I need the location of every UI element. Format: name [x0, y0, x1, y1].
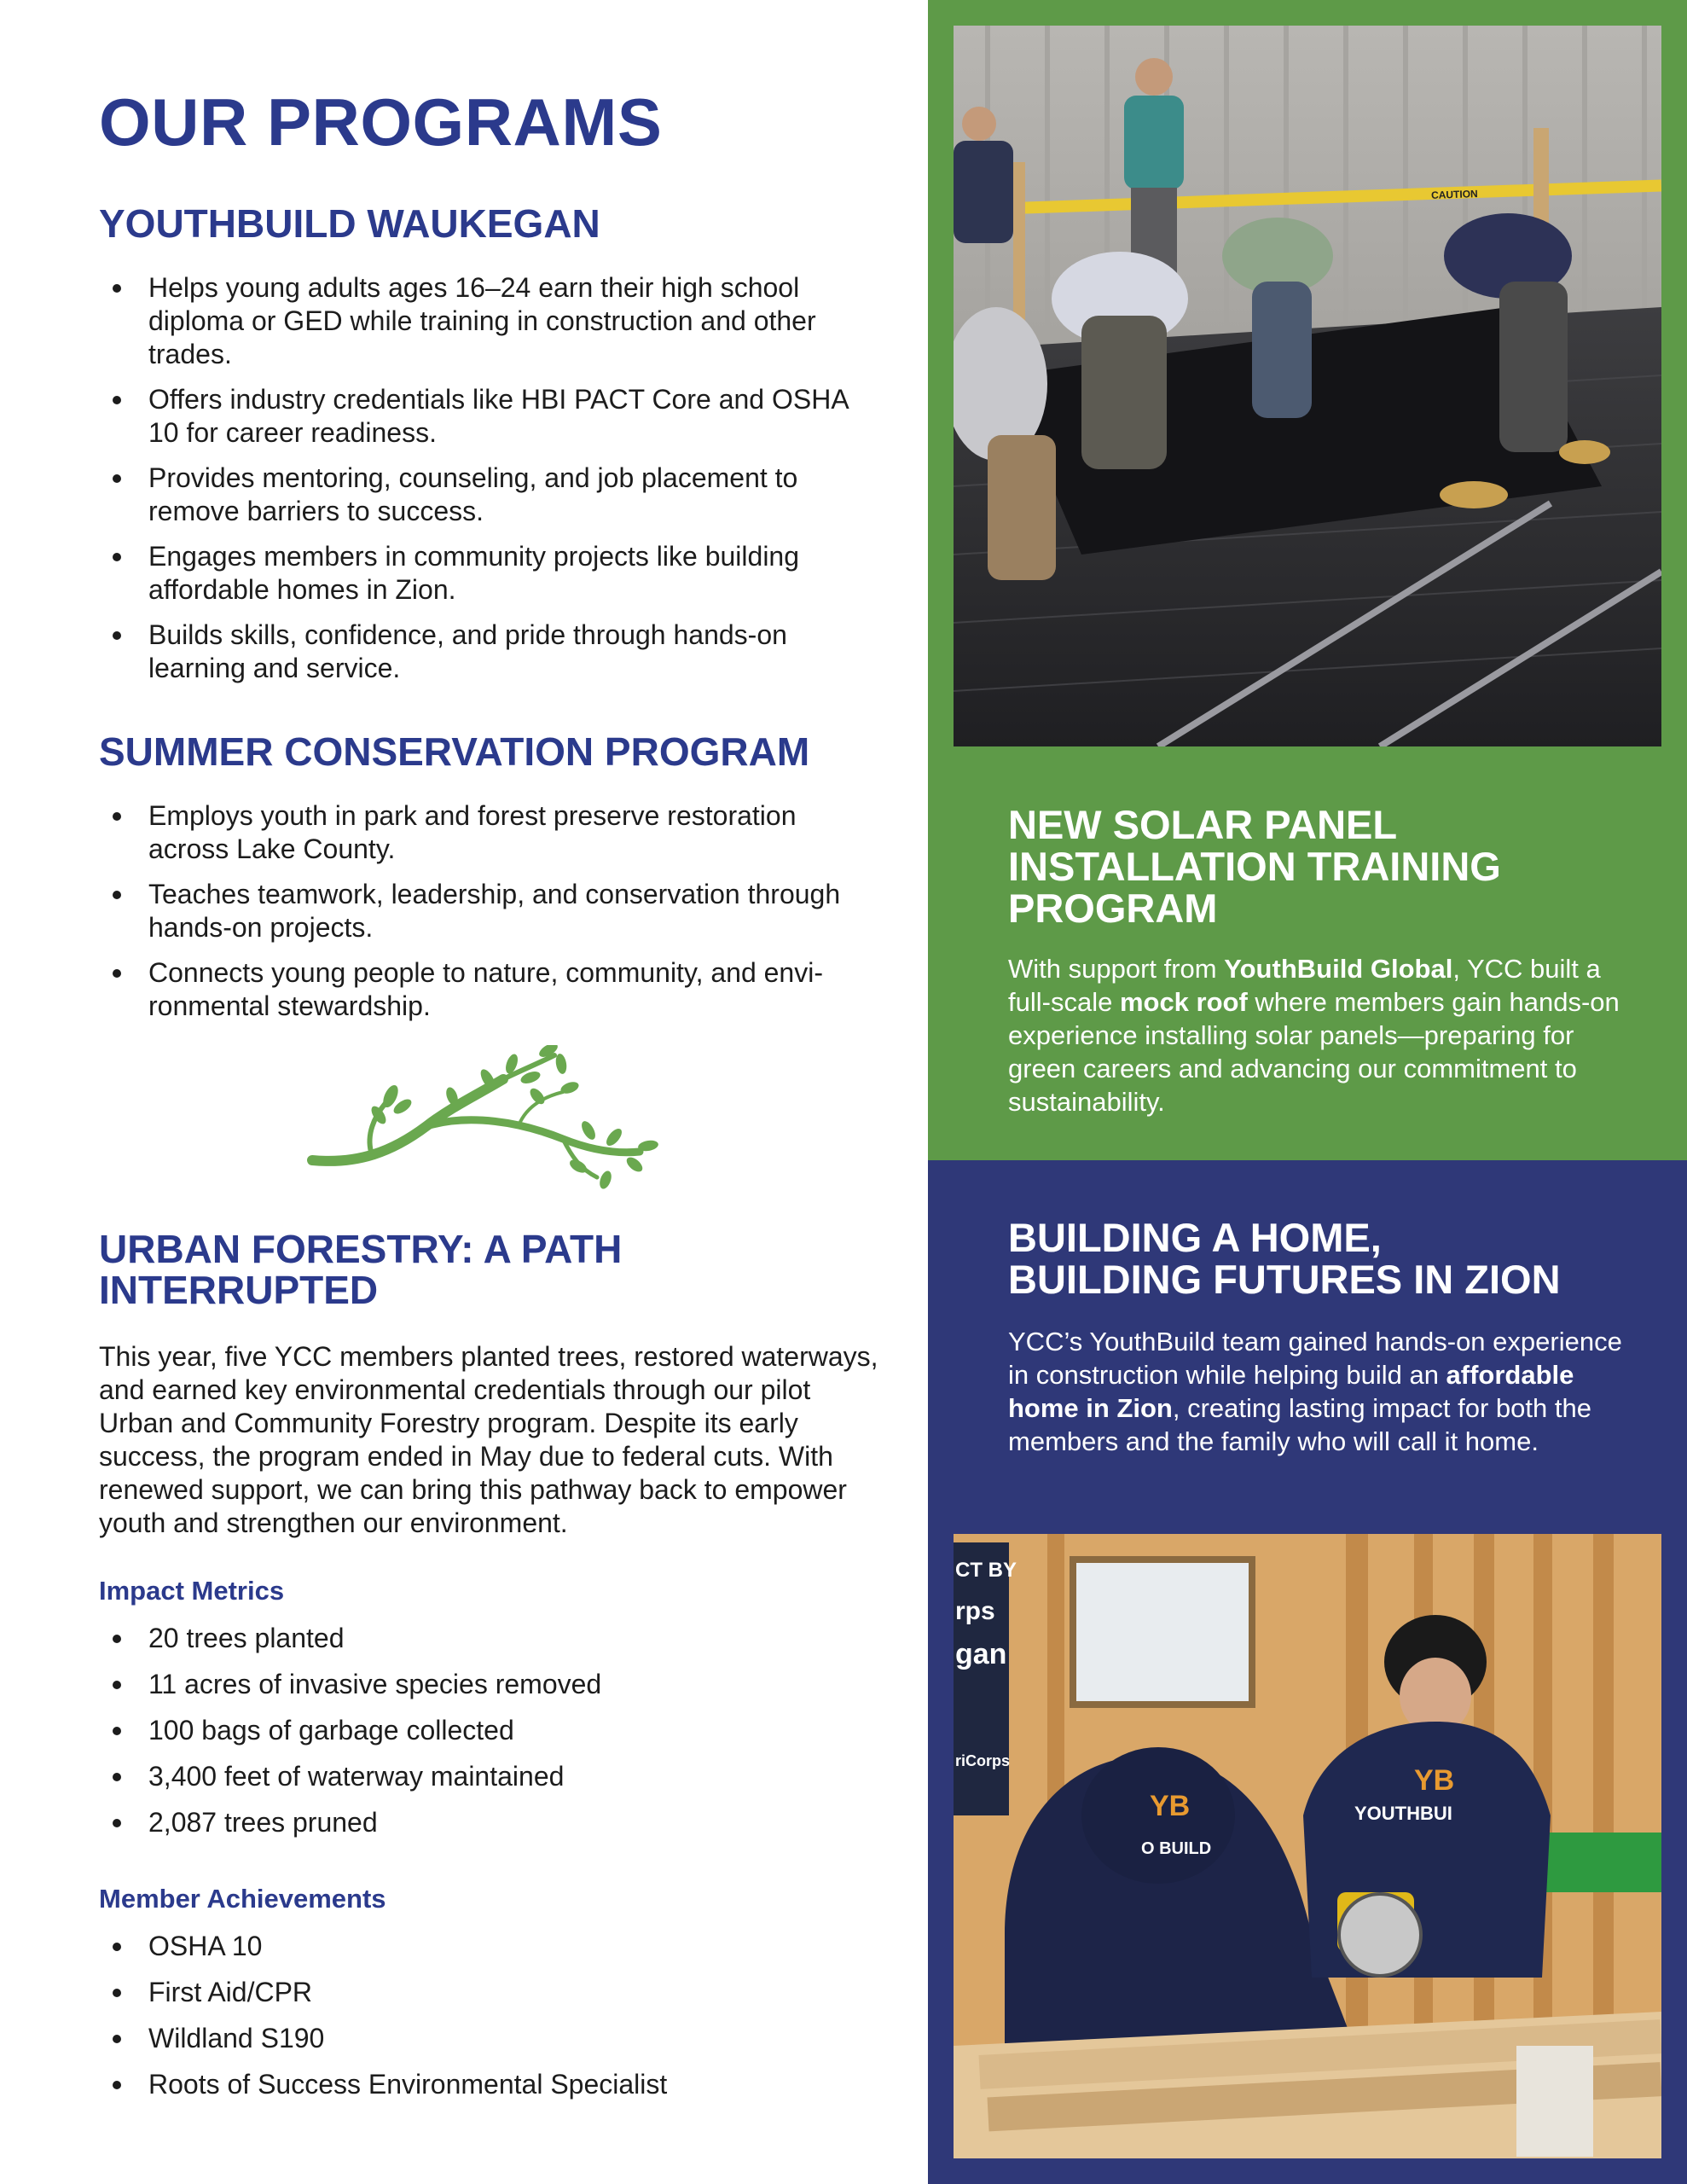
list-item: Provides mentoring, counseling, and job placement to remove barriers to success.	[148, 462, 884, 528]
emphasis-youthbuild-global: YouthBuild Global	[1224, 954, 1453, 984]
hoodie-text: O BUILD	[1141, 1839, 1212, 1858]
heading-line: INTERRUPTED	[99, 1268, 379, 1313]
list-item: First Aid/CPR	[148, 1976, 884, 2009]
solar-heading	[1008, 804, 1639, 929]
summer-heading: SUMMER CONSERVATION PROGRAM	[99, 729, 810, 774]
banner-text-line: rps	[955, 1597, 995, 1625]
youthbuild-list	[99, 271, 884, 685]
caution-tape-text: CAUTION	[1430, 188, 1478, 201]
list-item: Wildland S190	[148, 2022, 884, 2055]
list-item: Roots of Success Environmental Specialist	[148, 2068, 884, 2101]
banner-text-line: CT BY	[955, 1559, 1017, 1582]
list-item: Builds skills, confidence, and pride through hands-on learning and service.	[148, 619, 884, 685]
emphasis-mock-roof: mock roof	[1119, 987, 1248, 1017]
list-item: 2,087 trees pruned	[148, 1806, 884, 1839]
heading-line: PROGRAM	[1008, 886, 1218, 931]
member-achievements-heading: Member Achievements	[99, 1883, 386, 1914]
hoodie-logo-text: YB	[1150, 1790, 1191, 1822]
list-item: Helps young adults ages 16–24 earn their high school diploma or GED while training in construction and other trades.	[148, 271, 884, 371]
summer-list	[99, 799, 884, 1023]
banner-text-line: gan	[955, 1638, 1007, 1670]
zion-photo-image	[954, 1534, 1661, 2158]
urban-forestry-section	[99, 1228, 884, 2114]
heading-line: NEW SOLAR PANEL	[1008, 802, 1398, 847]
right-column	[928, 0, 1687, 2184]
list-item: Engages members in community projects like building affordable homes in Zion.	[148, 540, 884, 607]
heading-line: INSTALLATION TRAINING	[1008, 844, 1501, 889]
impact-metrics-list	[99, 1622, 884, 1839]
hoodie-text: YOUTHBUI	[1354, 1803, 1452, 1824]
urban-forestry-paragraph: This year, five YCC members planted trees, restored waterways, and earned key environmental credentials through our pilot Urban and Community Forestry program. Despite its early success, the program ended in May due to federal cuts. With renewed support, we can bring this pathway back to empower youth and strengthen our environment.	[99, 1340, 878, 1538]
banner-text-line: riCorps	[955, 1752, 1011, 1769]
list-item: OSHA 10	[148, 1930, 884, 1963]
heading-line: BUILDING FUTURES IN ZION	[1008, 1257, 1561, 1302]
text-run: With support from	[1008, 954, 1225, 984]
list-item: Teaches teamwork, leadership, and conservation through hands-on projects.	[148, 878, 884, 944]
list-item: Connects young people to nature, community, and envi-ronmental stewardship.	[148, 956, 884, 1023]
text-run: , YCC built a full-scale	[1008, 954, 1601, 1017]
heading-line: BUILDING A HOME,	[1008, 1215, 1382, 1260]
youthbuild-section	[99, 203, 884, 697]
zion-section	[928, 1160, 1687, 2184]
text-run: , creating lasting impact for both the members and the family who will call it home.	[1008, 1393, 1591, 1456]
summer-section	[99, 731, 884, 1035]
hoodie-logo-text: YB	[1414, 1764, 1455, 1797]
list-item: 11 acres of invasive species removed	[148, 1668, 884, 1701]
list-item: Employs youth in park and forest preserve restoration across Lake County.	[148, 799, 884, 866]
member-achievements-list	[99, 1930, 884, 2101]
heading-line: URBAN FORESTRY: A PATH	[99, 1227, 623, 1271]
list-item: 100 bags of garbage collected	[148, 1714, 884, 1747]
branch-icon	[307, 1045, 665, 1190]
solar-description	[1008, 952, 1639, 1118]
text-run: YCC’s YouthBuild team gained hands-on experience in construction while helping build an	[1008, 1327, 1622, 1390]
youthbuild-heading: YOUTHBUILD WAUKEGAN	[99, 201, 600, 246]
list-item: 3,400 feet of waterway maintained	[148, 1760, 884, 1793]
page-title: OUR PROGRAMS	[99, 84, 663, 160]
solar-panel-section	[928, 0, 1687, 1160]
zion-construction-photo	[954, 1534, 1661, 2158]
zion-description	[1008, 1325, 1639, 1458]
list-item: 20 trees planted	[148, 1622, 884, 1655]
text-run: where members gain hands-on experience installing solar panels—preparing for green careers and advancing our commitment to sustainability.	[1008, 987, 1620, 1117]
list-item: Offers industry credentials like HBI PACT Core and OSHA 10 for career readiness.	[148, 383, 884, 450]
urban-forestry-heading	[99, 1228, 884, 1311]
branch-illustration	[307, 1045, 665, 1190]
solar-photo-image	[954, 26, 1661, 746]
zion-heading	[1008, 1217, 1639, 1300]
emphasis-affordable-home: affordable home in Zion	[1008, 1360, 1574, 1423]
solar-training-photo	[954, 26, 1661, 746]
impact-metrics-heading: Impact Metrics	[99, 1575, 285, 1606]
